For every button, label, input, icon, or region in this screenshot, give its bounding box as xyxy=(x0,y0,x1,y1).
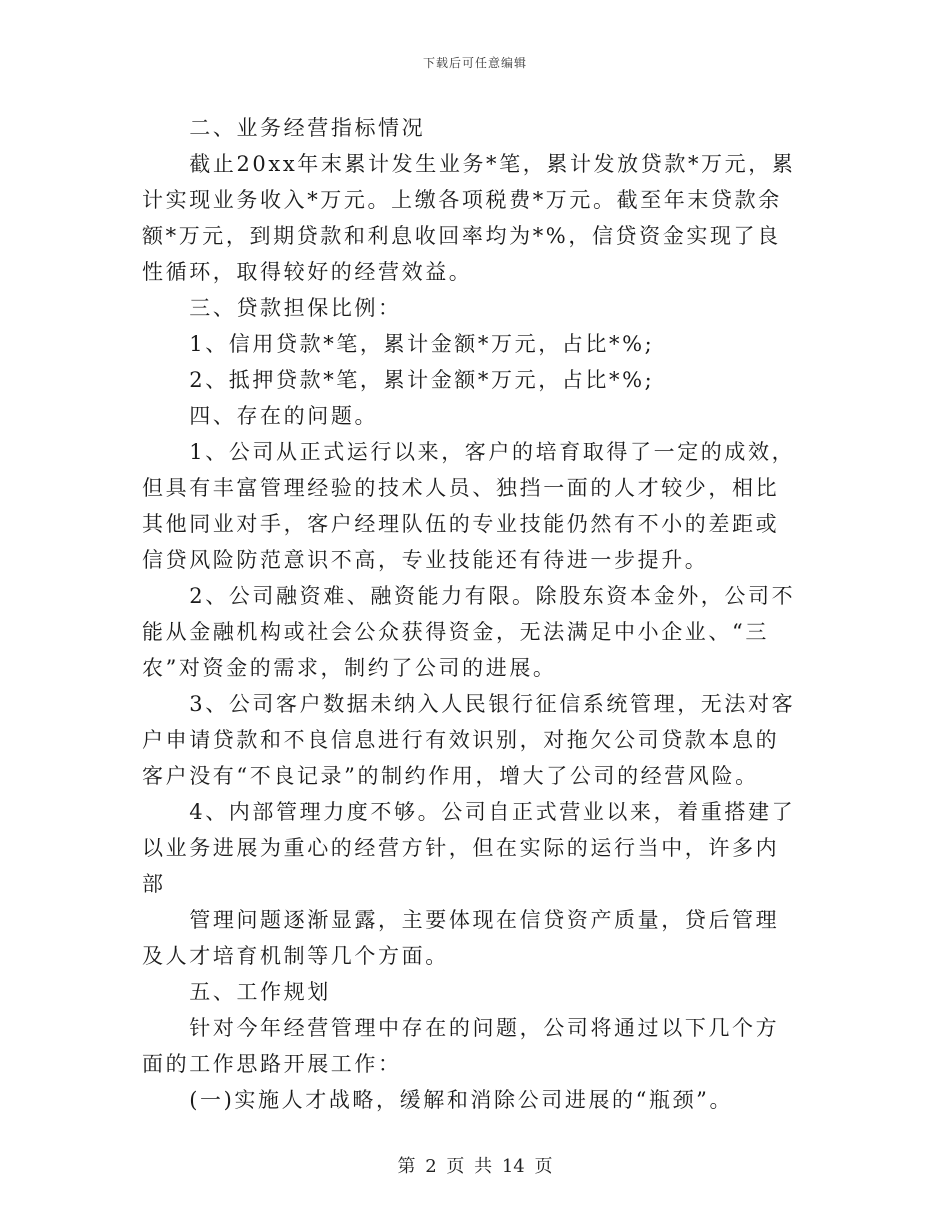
section-heading-problems: 四、存在的问题。 xyxy=(189,404,379,428)
section-heading-guarantee-ratio: 三、贷款担保比例： xyxy=(189,296,402,320)
paragraph-business-summary: 截止20xx年末累计发生业务*笔，累计发放贷款*万元，累计实现业务收入*万元。上缴各项税费*万元。截至年末贷款余额*万元，到期贷款和利息收回率均为*%，信贷资金实现了良性循环，取得较好的经营效益。 xyxy=(142,152,796,284)
list-item-mortgage-loan: 2、抵押贷款*笔，累计金额*万元，占比*%; xyxy=(189,368,655,392)
section-heading-business-indicators: 二、业务经营指标情况 xyxy=(189,116,426,140)
paragraph-problem-3: 3、公司客户数据未纳入人民银行征信系统管理，无法对客户申请贷款和不良信息进行有效识别，对拖欠公司贷款本息的客户没有“不良记录”的制约作用，增大了公司的经营风险。 xyxy=(142,692,796,788)
paragraph-work-plan-item-1: (一)实施人才战略，缓解和消除公司进展的“瓶颈”。 xyxy=(189,1088,734,1112)
paragraph-problem-1: 1、公司从正式运行以来，客户的培育取得了一定的成效，但具有丰富管理经验的技术人员、独挡一面的人才较少，相比其他同业对手，客户经理队伍的专业技能仍然有不小的差距或信贷风险防范意识不高，专业技能还有待进一步提升。 xyxy=(142,440,796,572)
paragraph-problem-2: 2、公司融资难、融资能力有限。除股东资本金外，公司不能从金融机构或社会公众获得资金，无法满足中小企业、“三农”对资金的需求，制约了公司的进展。 xyxy=(142,584,796,680)
paragraph-problem-4-continued: 管理问题逐渐显露，主要体现在信贷资产质量，贷后管理及人才培育机制等几个方面。 xyxy=(142,908,780,968)
page-header: 下载后可任意编辑 xyxy=(422,56,527,70)
document-body xyxy=(142,110,802,1118)
paragraph-problem-4: 4、内部管理力度不够。公司自正式营业以来，着重搭建了以业务进展为重心的经营方针，但在实际的运行当中，许多内部 xyxy=(142,800,796,896)
paragraph-work-plan-intro: 针对今年经营管理中存在的问题，公司将通过以下几个方面的工作思路开展工作： xyxy=(142,1016,780,1076)
section-heading-work-plan: 五、工作规划 xyxy=(189,980,331,1004)
page-number-footer: 第 2 页 共 14 页 xyxy=(397,1156,553,1177)
list-item-credit-loan: 1、信用贷款*笔，累计金额*万元，占比*%; xyxy=(189,332,655,356)
